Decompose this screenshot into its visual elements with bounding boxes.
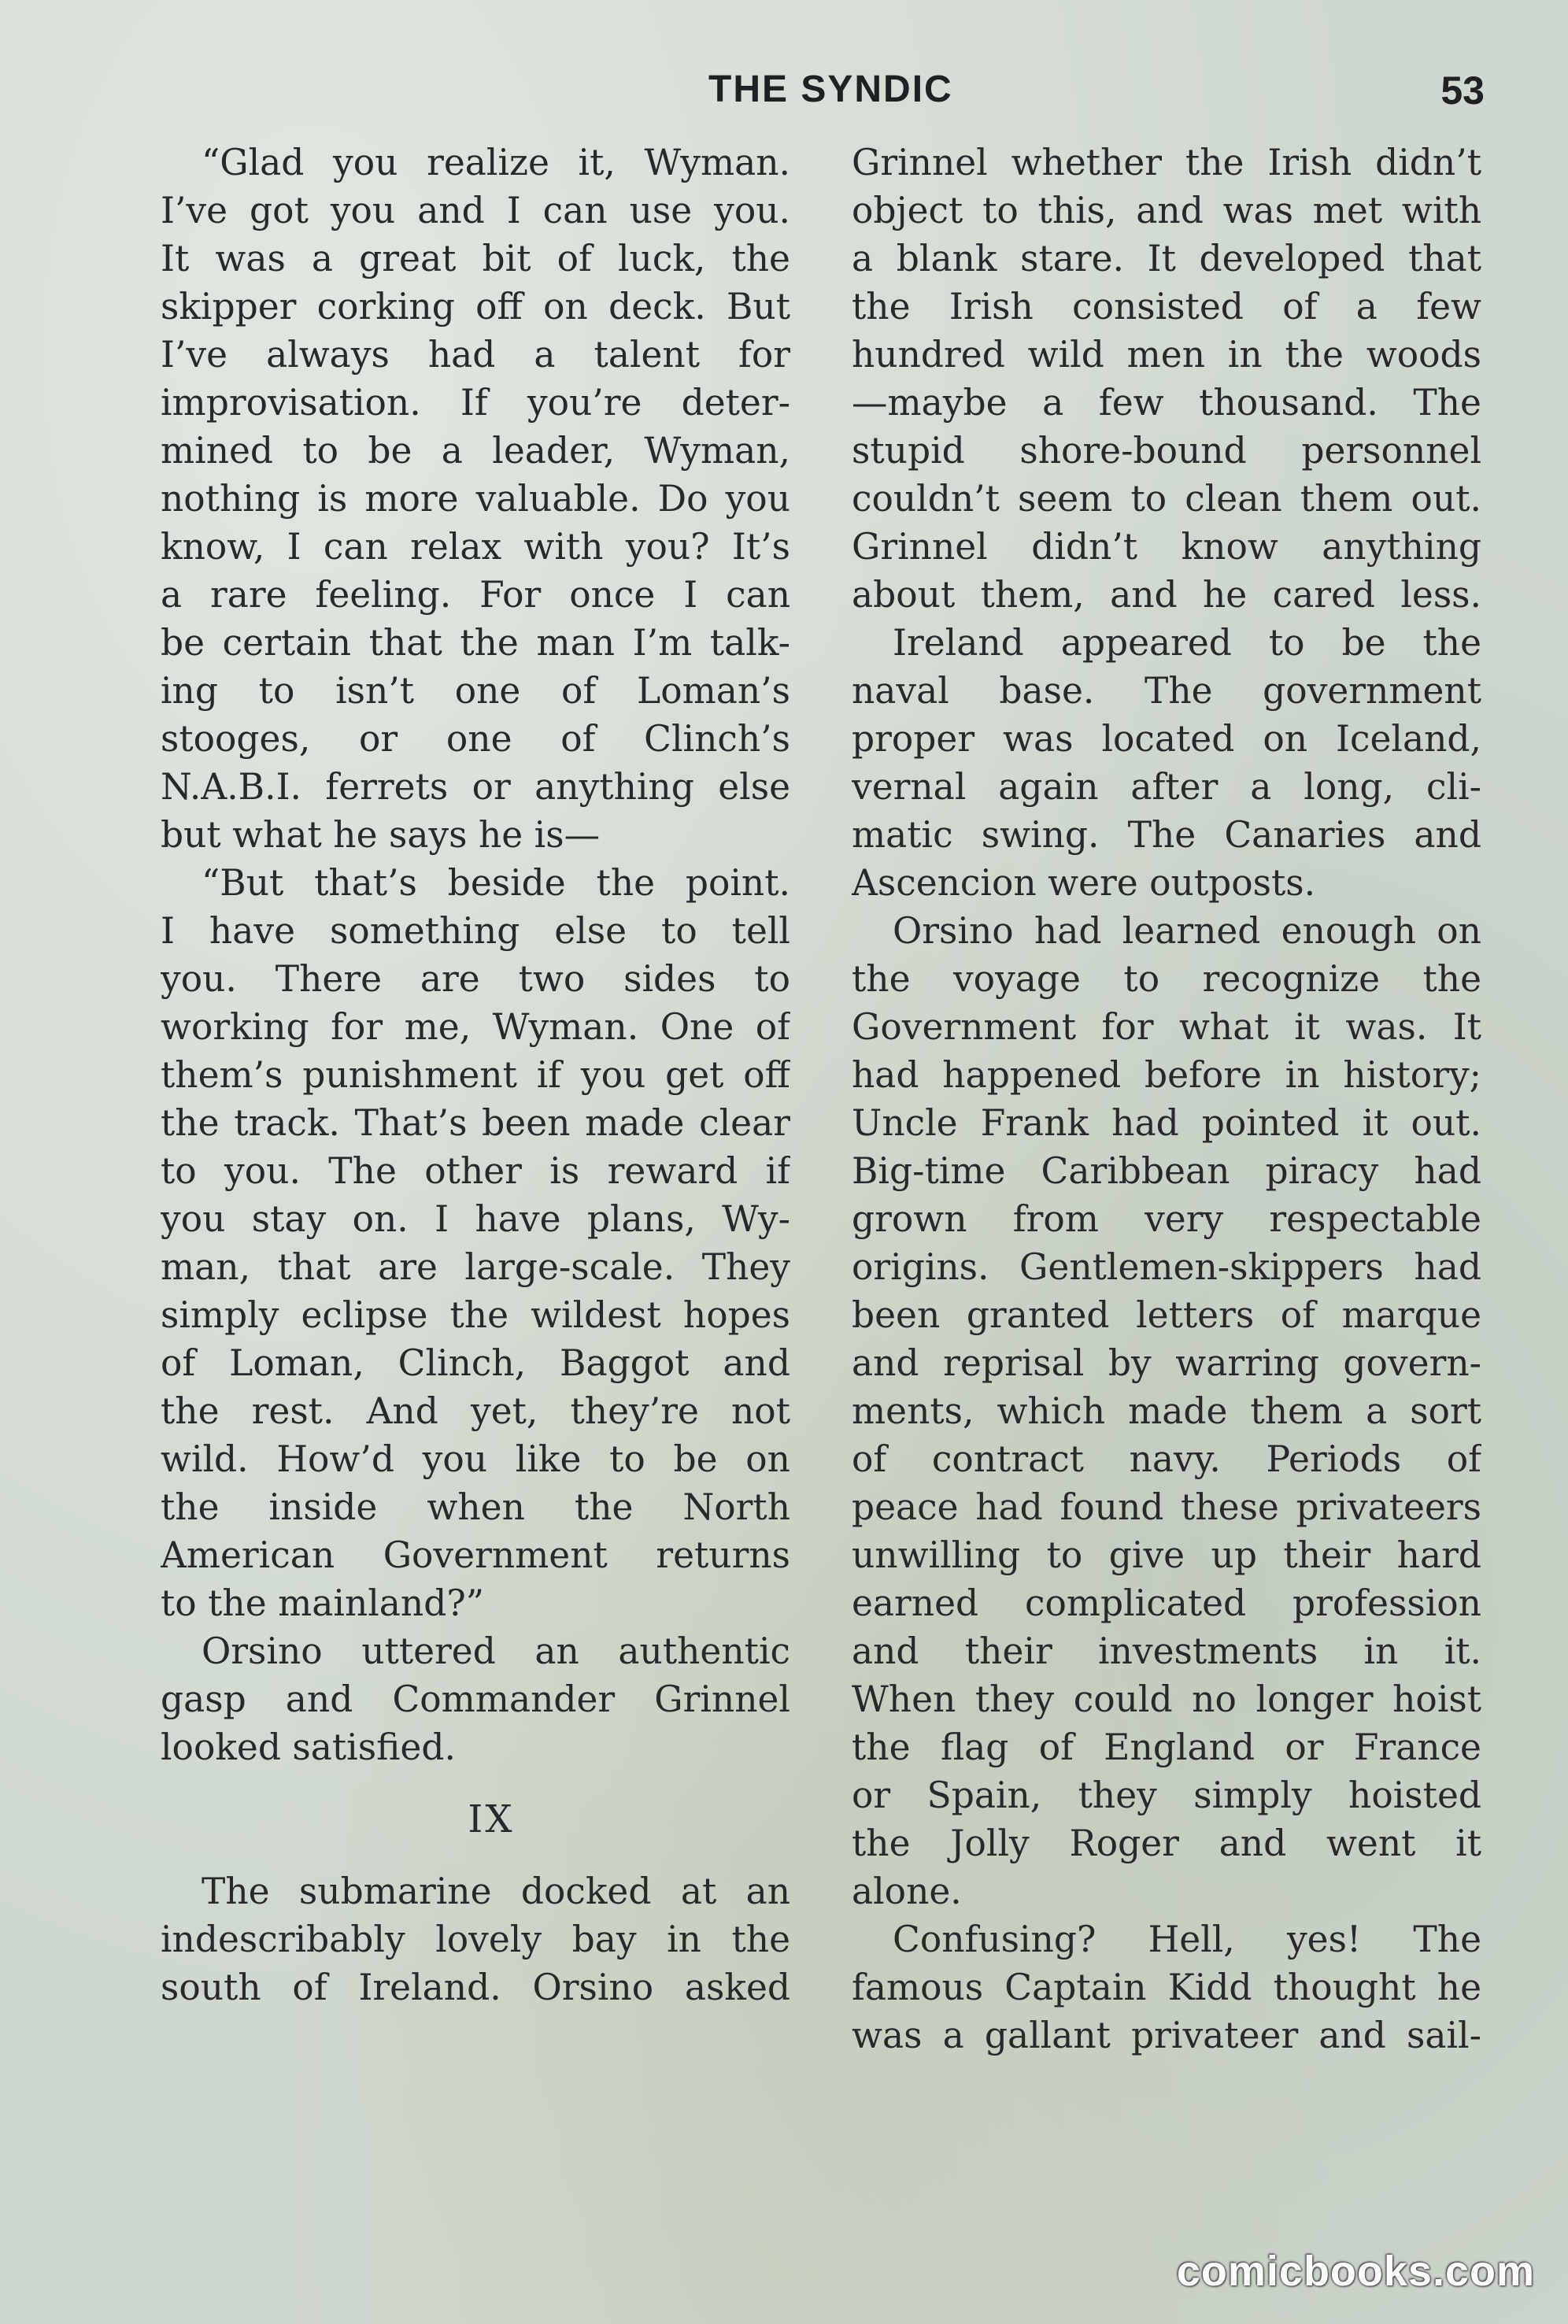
text-line: or Spain, they simply hoisted bbox=[852, 1774, 1481, 1816]
text-line: famous Captain Kidd thought he bbox=[852, 1967, 1481, 2008]
text-line: Big-time Caribbean piracy had bbox=[852, 1150, 1481, 1192]
text-line: of contract navy. Periods of bbox=[852, 1438, 1481, 1480]
text-line: grown from very respectable bbox=[852, 1198, 1481, 1240]
text-line: mined to be a leader, Wyman, bbox=[161, 430, 790, 472]
text-line: Uncle Frank had pointed it out. bbox=[852, 1102, 1481, 1144]
text-line: to you. The other is reward if bbox=[161, 1150, 790, 1192]
text-line: Orsino had learned enough on bbox=[893, 910, 1481, 952]
text-line: the inside when the North bbox=[161, 1486, 790, 1528]
text-line: been granted letters of marque bbox=[852, 1294, 1481, 1336]
text-line: improvisation. If you’re deter- bbox=[161, 382, 790, 424]
text-line: ing to isn’t one of Loman’s bbox=[161, 670, 790, 712]
text-line: simply eclipse the wildest hopes bbox=[161, 1294, 790, 1336]
site-watermark: comicbooks.com bbox=[1176, 2248, 1535, 2295]
text-line: American Government returns bbox=[161, 1534, 790, 1576]
text-line: a rare feeling. For once I can bbox=[161, 574, 790, 616]
text-line: hundred wild men in the woods bbox=[852, 334, 1481, 376]
text-line: them’s punishment if you get off bbox=[161, 1054, 790, 1096]
text-line: skipper corking off on deck. But bbox=[161, 286, 790, 328]
text-line: of Loman, Clinch, Baggot and bbox=[161, 1342, 790, 1384]
text-line: peace had found these privateers bbox=[852, 1486, 1481, 1528]
text-line: wild. How’d you like to be on bbox=[161, 1438, 790, 1480]
text-line: origins. Gentlemen-skippers had bbox=[852, 1246, 1481, 1288]
text-line: to the mainland?” bbox=[161, 1582, 485, 1624]
text-line: alone. bbox=[852, 1871, 962, 1912]
text-line: Ireland appeared to be the bbox=[893, 622, 1481, 664]
text-line: stupid shore-bound personnel bbox=[852, 430, 1481, 472]
text-line: was a gallant privateer and sail- bbox=[852, 2015, 1481, 2056]
text-line: couldn’t seem to clean them out. bbox=[852, 478, 1481, 520]
text-line: the Irish consisted of a few bbox=[852, 286, 1481, 328]
text-line: the flag of England or France bbox=[852, 1726, 1481, 1768]
text-line: had happened before in history; bbox=[852, 1054, 1481, 1096]
text-line: Ascencion were outposts. bbox=[852, 862, 1316, 904]
text-line: I’ve always had a talent for bbox=[161, 334, 790, 376]
page-number: 53 bbox=[1440, 68, 1485, 113]
left-text-column bbox=[161, 139, 790, 2011]
text-line: Orsino uttered an authentic bbox=[202, 1630, 790, 1672]
text-line: —maybe a few thousand. The bbox=[852, 382, 1481, 424]
text-line: proper was located on Iceland, bbox=[852, 718, 1481, 760]
text-line: stooges, or one of Clinch’s bbox=[161, 718, 790, 760]
text-line: naval base. The government bbox=[852, 670, 1481, 712]
text-line: and their investments in it. bbox=[852, 1630, 1481, 1672]
text-line: about them, and he cared less. bbox=[852, 574, 1481, 616]
text-line: Grinnel didn’t know anything bbox=[852, 526, 1481, 568]
text-line: a blank stare. It developed that bbox=[852, 238, 1481, 279]
text-line: unwilling to give up their hard bbox=[852, 1534, 1481, 1576]
text-line: ments, which made them a sort bbox=[852, 1390, 1481, 1432]
text-line: be certain that the man I’m talk- bbox=[161, 622, 790, 664]
text-line: “But that’s beside the point. bbox=[202, 862, 790, 904]
text-line: The submarine docked at an bbox=[202, 1871, 790, 1912]
text-line: man, that are large-scale. They bbox=[161, 1246, 790, 1288]
running-title: THE SYNDIC bbox=[708, 68, 953, 110]
text-line: Grinnel whether the Irish didn’t bbox=[852, 142, 1481, 183]
text-line: the track. That’s been made clear bbox=[161, 1102, 790, 1144]
text-line: you. There are two sides to bbox=[161, 958, 790, 1000]
text-line: Confusing? Hell, yes! The bbox=[893, 1919, 1481, 1960]
text-line: the voyage to recognize the bbox=[852, 958, 1481, 1000]
text-line: It was a great bit of luck, the bbox=[161, 238, 790, 279]
text-line: but what he says he is— bbox=[161, 814, 601, 856]
text-line: working for me, Wyman. One of bbox=[161, 1006, 790, 1048]
text-line: When they could no longer hoist bbox=[852, 1678, 1481, 1720]
text-line: N.A.B.I. ferrets or anything else bbox=[161, 766, 790, 808]
text-line: the Jolly Roger and went it bbox=[852, 1823, 1481, 1864]
text-line: earned complicated profession bbox=[852, 1582, 1481, 1624]
text-line: object to this, and was met with bbox=[852, 190, 1481, 231]
text-line: gasp and Commander Grinnel bbox=[161, 1678, 790, 1720]
text-line: you stay on. I have plans, Wy- bbox=[161, 1198, 790, 1240]
section-heading: IX bbox=[468, 1797, 515, 1841]
text-line: indescribably lovely bay in the bbox=[161, 1919, 790, 1960]
text-line: “Glad you realize it, Wyman. bbox=[202, 142, 790, 183]
text-line: know, I can relax with you? It’s bbox=[161, 526, 790, 568]
text-line: south of Ireland. Orsino asked bbox=[161, 1967, 790, 2008]
text-line: vernal again after a long, cli- bbox=[852, 766, 1481, 808]
text-line: I’ve got you and I can use you. bbox=[161, 190, 790, 231]
text-line: Government for what it was. It bbox=[852, 1006, 1481, 1048]
right-text-column bbox=[852, 139, 1481, 2059]
text-line: looked satisfied. bbox=[161, 1726, 456, 1768]
text-line: I have something else to tell bbox=[161, 910, 790, 952]
text-line: nothing is more valuable. Do you bbox=[161, 478, 790, 520]
text-line: the rest. And yet, they’re not bbox=[161, 1390, 790, 1432]
text-line: matic swing. The Canaries and bbox=[852, 814, 1481, 856]
text-line: and reprisal by warring govern- bbox=[852, 1342, 1481, 1384]
